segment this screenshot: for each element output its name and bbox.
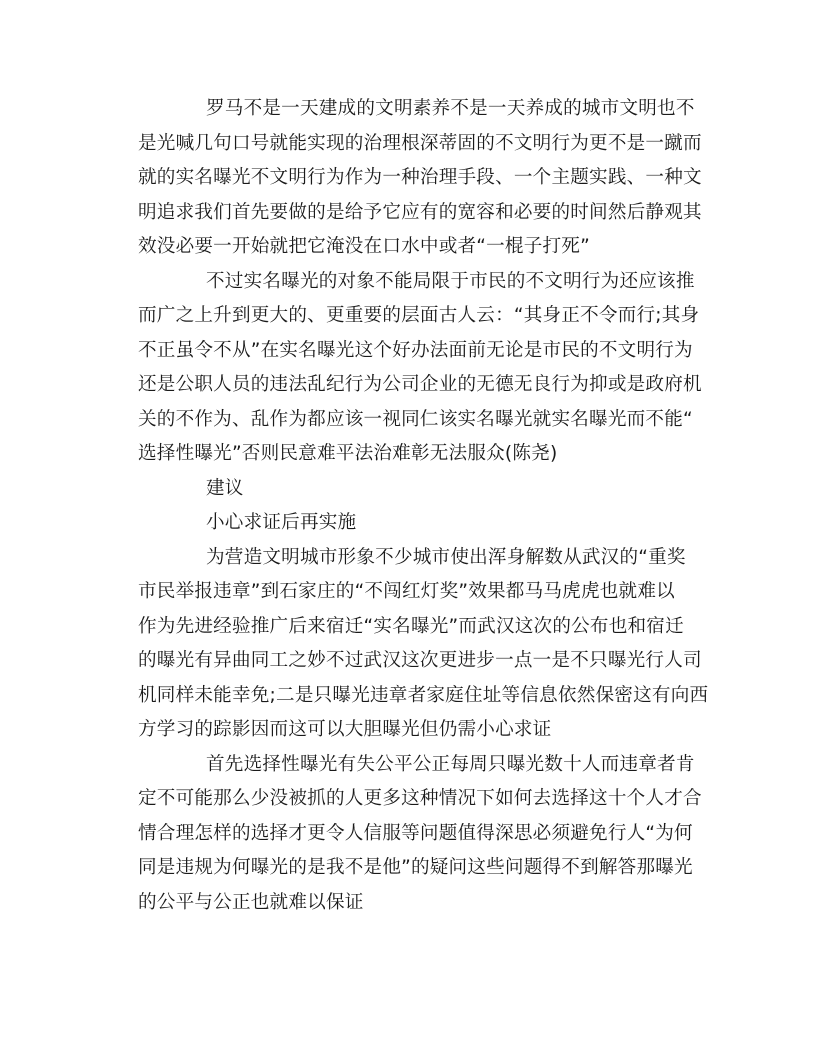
text-line: 就的实名曝光不文明行为作为一种治理手段、一个主题实践、一种文 <box>138 167 702 188</box>
text-line: 作为先进经验推广后来宿迁“实名曝光”而武汉这次的公布也和宿迁 <box>138 615 684 637</box>
text-line: 同是违规为何曝光的是我不是他”的疑问这些问题得不到解答那曝光 <box>138 857 693 878</box>
text-line: 不正虽令不从”在实名曝光这个好办法面前无论是市民的不文明行为 <box>138 339 693 361</box>
text-line: 明追求我们首先要做的是给予它应有的宽容和必要的时间然后静观其 <box>138 201 702 223</box>
text-line: 市民举报违章”到石家庄的“不闯红灯奖”效果都马马虎虎也就难以 <box>138 581 675 602</box>
text-line: 关的不作为、乱作为都应该一视同仁该实名曝光就实名曝光而不能“ <box>138 408 693 430</box>
text-line: 建议 <box>206 477 244 499</box>
text-line: 方学习的踪影因而这可以大胆曝光但仍需小心求证 <box>138 719 552 740</box>
text-line: 效没必要一开始就把它淹没在口水中或者“一棍子打死” <box>138 236 590 257</box>
text-line: 而广之上升到更大的、更重要的层面古人云：“其身正不令而行;其身 <box>138 305 700 326</box>
text-line: 还是公职人员的违法乱纪行为公司企业的无德无良行为抑或是政府机 <box>138 374 702 395</box>
text-line: 情合理怎样的选择才更令人信服等问题值得深思必须避免行人“为何 <box>138 822 693 844</box>
text-line: 是光喊几句口号就能实现的治理根深蒂固的不文明行为更不是一蹴而 <box>138 132 702 154</box>
text-line: 定不可能那么少没被抓的人更多这种情况下如何去选择这十个人才合 <box>138 788 702 809</box>
text-line: 首先选择性曝光有失公平公正每周只曝光数十人而违章者肯 <box>206 753 695 775</box>
text-line: 为营造文明城市形象不少城市使出浑身解数从武汉的“重奖 <box>206 546 686 568</box>
text-line: 的曝光有异曲同工之妙不过武汉这次更进步一点一是不只曝光行人司 <box>138 650 702 671</box>
document-body <box>138 92 709 920</box>
text-line: 选择性曝光”否则民意难平法治难彰无法服众(陈尧) <box>138 443 558 464</box>
text-line: 小心求证后再实施 <box>206 512 357 533</box>
text-line: 机同样未能幸免;二是只曝光违章者家庭住址等信息依然保密这有向西 <box>138 684 709 706</box>
text-line: 不过实名曝光的对象不能局限于市民的不文明行为还应该推 <box>206 270 695 292</box>
text-line: 罗马不是一天建成的文明素养不是一天养成的城市文明也不 <box>206 98 695 119</box>
text-line: 的公平与公正也就难以保证 <box>138 891 364 913</box>
